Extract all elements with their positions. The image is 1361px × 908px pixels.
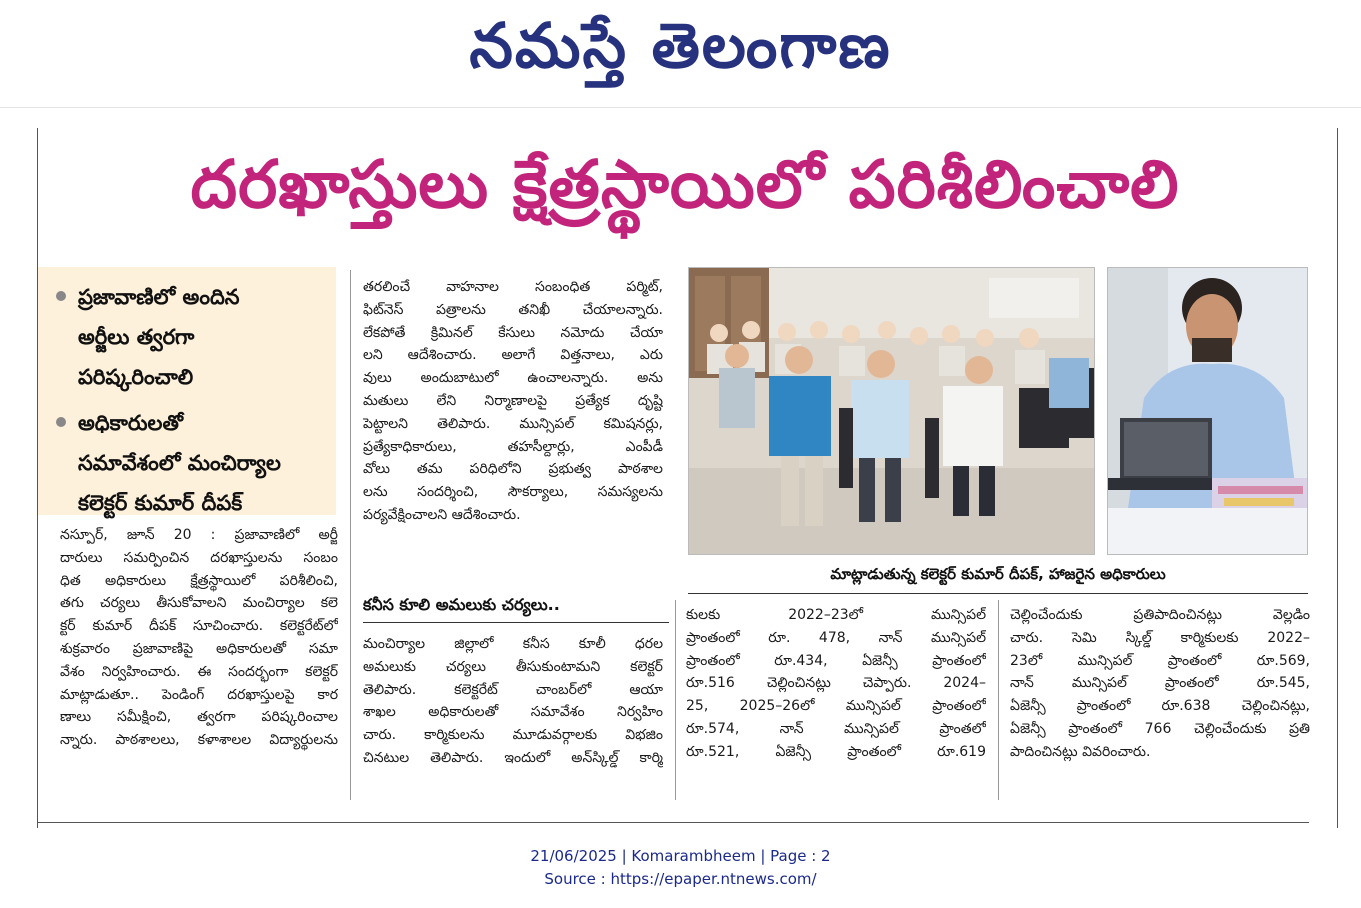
text-line: నాన్ మున్సిపల్ ప్రాంతంలో రూ.545,: [1010, 675, 1310, 692]
text-line: 23లో మున్సిపల్ ప్రాంతంలో రూ.569,: [1010, 652, 1310, 669]
text-line: ఏజెన్సీ ప్రాంతంలో రూ.638 చెల్లించినట్లు,: [1010, 698, 1310, 715]
masthead: [0, 0, 1361, 100]
text-line: కులకు 2022–23లో మున్సిపల్: [686, 607, 986, 623]
text-line: తెలిపారు. కలెక్టరేట్ చాంబర్‌లో ఆయా: [363, 681, 663, 698]
article-column-2: [363, 276, 663, 527]
text-line: చారు. కార్మికులను మూడువర్గాలకు విభజిం: [363, 727, 663, 744]
highlight-item: [52, 277, 326, 397]
collector-photo-illustration: [1108, 268, 1308, 555]
highlight-line: పరిష్కరించాలి: [78, 365, 194, 389]
column-divider: [675, 600, 676, 800]
text-line: మాట్లాడుతూ.. పెండింగ్ దరఖాస్తులపై కార: [60, 686, 338, 703]
article-headline: దరఖాస్తులు క్షేత్రస్థాయిలో పరిశీలించాలి: [190, 146, 1180, 223]
text-line: ప్రాంతంలో రూ.434, ఏజెన్సీ ప్రాంతంలో: [686, 652, 986, 669]
text-line: లేకపోతే క్రిమినల్ కేసులు నమోదు చేయా: [363, 324, 663, 341]
highlight-line: కలెక్టర్ కుమార్ దీపక్: [78, 491, 243, 515]
footer-edition-info: 21/06/2025 | Komarambheem | Page : 2: [530, 847, 831, 865]
highlights-box: [38, 267, 336, 515]
caption-rule: [688, 593, 1308, 594]
text-line: తగు చర్యలు తీసుకోవాలని మంచిర్యాల కలె: [60, 595, 338, 612]
text-line: నస్పూర్, జూన్ 20 : ప్రజావాణిలో అర్జీ: [60, 527, 338, 543]
bullet-dot-icon: [56, 291, 66, 301]
highlight-line: అర్జీలు త్వరగా: [78, 325, 195, 349]
photo-caption: మాట్లాడుతున్న కలెక్టర్ కుమార్ దీపక్, హాజరైన అధికారులు: [830, 565, 1166, 583]
text-line: 25, 2025–26లో మున్సిపల్ ప్రాంతంలో: [686, 698, 986, 715]
text-line: ఫిట్‌నెస్ పత్రాలను తనిఖీ చేయాలన్నారు.: [363, 301, 663, 318]
text-line: ప్రాంతంలో రూ. 478, నాన్ మున్సిపల్: [686, 629, 986, 646]
text-line: ణాలు సమీక్షించి, త్వరగా పరిష్కరించాల: [60, 709, 338, 726]
section-subhead: కనీస కూలి అమలుకు చర్యలు..: [363, 595, 560, 614]
text-line: ప్రత్యేకాధికారులు, తహసీల్దార్లు, ఎంపీడీ: [363, 438, 663, 455]
article-column-4: [1010, 604, 1310, 764]
text-line: మతులు లేని నిర్మాణాలపై ప్రత్యేక దృష్టి: [363, 392, 663, 409]
text-line: క్టర్ కుమార్ దీపక్ సూచించారు. కలెక్టరేట్‌లో: [60, 618, 338, 635]
masthead-divider: [0, 107, 1361, 108]
text-line: వోలు తమ పరిధిలోని ప్రభుత్వ పాఠశాల: [363, 461, 663, 478]
text-line: శుక్రవారం ప్రజావాణిపై అధికారులతో సమా: [60, 640, 338, 657]
footer-source: Source : https://epaper.ntnews.com/: [544, 870, 817, 888]
text-line: రూ.516 చెల్లించినట్లు చెప్పారు. 2024–: [686, 675, 986, 692]
text-line: పర్యవేక్షించాలని ఆదేశించారు.: [363, 506, 521, 523]
text-line: చెల్లించేందుకు ప్రతిపాదించినట్లు వెల్లడిం: [1010, 607, 1310, 623]
column-divider: [350, 270, 351, 800]
newspaper-logo: నమస్తే తెలంగాణ: [469, 9, 892, 82]
text-line: రూ.521, ఏజెన్సీ ప్రాంతంలో రూ.619: [686, 743, 986, 760]
text-line: ధిత అధికారులు క్షేత్రస్థాయిలో పరిశీలించి,: [60, 572, 338, 589]
text-line: న్నారు. పాఠశాలలు, కళాశాలల విద్యార్థులను: [60, 732, 338, 749]
laptop-icon: [1108, 418, 1218, 490]
article-column-1: [60, 524, 338, 752]
article-frame-right: [1337, 128, 1338, 828]
column-divider: [998, 600, 999, 800]
text-line: లని ఆదేశించారు. అలాగే విత్తనాలు, ఎరు: [363, 347, 663, 364]
text-line: రూ.574, నాన్ మున్సిపల్ ప్రాంతలో: [686, 720, 986, 737]
bullet-dot-icon: [56, 417, 66, 427]
text-line: ఏజెన్సీ ప్రాంతంలో 766 చెల్లించేందుకు ప్రతి: [1010, 720, 1310, 737]
text-line: తరలించే వాహనాల సంబంధిత పర్మిట్,: [363, 279, 663, 295]
text-line: అమలుకు చర్యలు తీసుకుంటామని కలెక్టర్: [363, 658, 663, 675]
highlight-line: ప్రజావాణిలో అందిన: [78, 285, 240, 309]
text-line: మంచిర్యాల జిల్లాలో కనీస కూలీ ధరల: [363, 636, 663, 652]
meeting-photo: [688, 267, 1095, 555]
highlight-item: [52, 403, 326, 523]
text-line: వులు అందుబాటులో ఉంచాలన్నారు. అను: [363, 370, 663, 387]
article-column-3: [686, 604, 986, 764]
highlight-line: అధికారులతో: [78, 411, 183, 435]
text-line: దారులు సమర్పించిన దరఖాస్తులను సంబం: [60, 549, 338, 566]
meeting-photo-illustration: [689, 268, 1095, 555]
text-line: శాఖల అధికారులతో సమావేశం నిర్వహిం: [363, 704, 663, 721]
subhead-rule: [363, 622, 669, 623]
collector-photo: [1107, 267, 1308, 555]
text-line: చారు. సెమి స్కిల్డ్ కార్మికులకు 2022–: [1010, 629, 1310, 646]
highlight-line: సమావేశంలో మంచిర్యాల: [78, 451, 281, 475]
text-line: పాదించినట్లు వివరించారు.: [1010, 743, 1151, 760]
article-column-2b: [363, 633, 663, 770]
article-frame-bottom: [37, 822, 1309, 823]
text-line: వేశం నిర్వహించారు. ఈ సందర్భంగా కలెక్టర్: [60, 663, 338, 680]
text-line: చినటుల తెలిపారు. ఇందులో అన్‌స్కిల్డ్ కార్మి: [363, 749, 663, 766]
text-line: పెట్టాలని తెలిపారు. మున్సిపల్ కమిషనర్లు,: [363, 415, 663, 432]
text-line: లను సందర్శించి, సౌకర్యాలు, సమస్యలను: [363, 484, 663, 501]
